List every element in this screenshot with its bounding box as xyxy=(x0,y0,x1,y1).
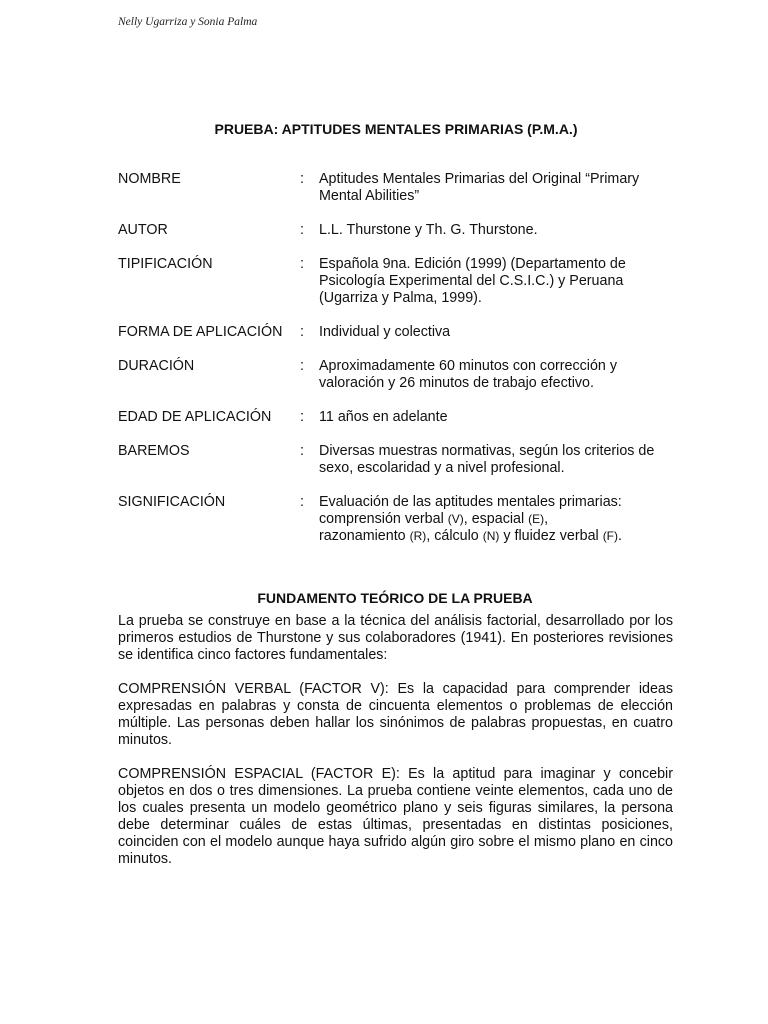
significacion-text: razonamiento xyxy=(319,528,410,544)
factor-code: (R) xyxy=(409,529,427,543)
factor-code: (N) xyxy=(482,529,500,543)
spec-label: DURACIÓN xyxy=(118,358,195,374)
spec-row-baremos xyxy=(118,443,678,477)
spec-label: NOMBRE xyxy=(118,171,181,187)
paragraph-factor-v: COMPRENSIÓN VERBAL (FACTOR V): Es la capacidad para comprender ideas expresadas en palabras y consta de cincuenta elementos o problemas de elección múltiple. Las personas deben hallar los sinónimos de palabras propuestas, en cuatro minutos. xyxy=(118,681,673,748)
spec-value: Diversas muestras normativas, según los criterios de sexo, escolaridad y a nivel profesional. xyxy=(319,443,655,476)
spec-colon: : xyxy=(300,222,304,238)
significacion-text: , cálculo xyxy=(426,528,483,544)
factor-code: (V) xyxy=(447,512,464,526)
spec-colon: : xyxy=(300,358,304,374)
spec-value xyxy=(319,494,675,545)
spec-colon: : xyxy=(300,494,304,510)
spec-label: AUTOR xyxy=(118,222,168,238)
document-title: PRUEBA: APTITUDES MENTALES PRIMARIAS (P.M.A.) xyxy=(214,121,578,137)
spec-value: Aptitudes Mentales Primarias del Original “Primary Mental Abilities” xyxy=(319,171,640,204)
spec-value: Individual y colectiva xyxy=(319,324,451,340)
spec-row-nombre xyxy=(118,171,678,205)
spec-label: BAREMOS xyxy=(118,443,190,459)
factor-code: (E) xyxy=(528,512,545,526)
spec-label: FORMA DE APLICACIÓN xyxy=(118,324,283,340)
paragraph-intro: La prueba se construye en base a la técnica del análisis factorial, desarrollado por los primeros estudios de Thurstone y sus colaboradores (1941). En posteriores revisiones se identifica cinco factores fundamentales: xyxy=(118,613,673,663)
spec-label: EDAD DE APLICACIÓN xyxy=(118,409,272,425)
significacion-text: y fluidez verbal xyxy=(499,528,603,544)
significacion-text: , xyxy=(544,511,549,527)
body-text xyxy=(118,613,673,885)
spec-row-autor xyxy=(118,222,678,239)
section-title: FUNDAMENTO TEÓRICO DE LA PRUEBA xyxy=(257,590,533,606)
spec-colon: : xyxy=(300,256,304,272)
significacion-intro: Evaluación de las aptitudes mentales primarias: xyxy=(319,494,622,510)
factor-code: (F) xyxy=(602,529,619,543)
spec-value: L.L. Thurstone y Th. G. Thurstone. xyxy=(319,222,538,238)
spec-row-duracion xyxy=(118,358,678,392)
spec-colon: : xyxy=(300,324,304,340)
test-spec-table xyxy=(118,171,678,562)
spec-label: SIGNIFICACIÓN xyxy=(118,494,226,510)
spec-row-significacion xyxy=(118,494,678,545)
spec-value: Aproximadamente 60 minutos con corrección y valoración y 26 minutos de trabajo efectivo. xyxy=(319,358,617,391)
spec-value: 11 años en adelante xyxy=(319,409,448,425)
spec-colon: : xyxy=(300,409,304,425)
spec-row-edad-aplicacion xyxy=(118,409,678,426)
spec-row-forma-aplicacion xyxy=(118,324,678,341)
running-header: Nelly Ugarriza y Sonia Palma xyxy=(118,16,258,28)
spec-row-tipificacion xyxy=(118,256,678,307)
significacion-text: . xyxy=(618,528,622,544)
paragraph-factor-e: COMPRENSIÓN ESPACIAL (FACTOR E): Es la aptitud para imaginar y concebir objetos en dos o tres dimensiones. La prueba contiene veinte elementos, cada uno de los cuales presenta un modelo geométrico plano y seis figuras similares, la persona debe determinar cuáles de estas últimas, presentadas en distintas posiciones, coinciden con el modelo aunque haya sufrido algún giro sobre el mismo plano en cinco minutos. xyxy=(118,766,673,867)
spec-colon: : xyxy=(300,171,304,187)
significacion-text: comprensión verbal xyxy=(319,511,448,527)
significacion-text: , espacial xyxy=(463,511,529,527)
spec-label: TIPIFICACIÓN xyxy=(118,256,213,272)
spec-colon: : xyxy=(300,443,304,459)
spec-value: Española 9na. Edición (1999) (Departamento de Psicología Experimental del C.S.I.C.) y Peruana (Ugarriza y Palma, 1999). xyxy=(319,256,626,306)
